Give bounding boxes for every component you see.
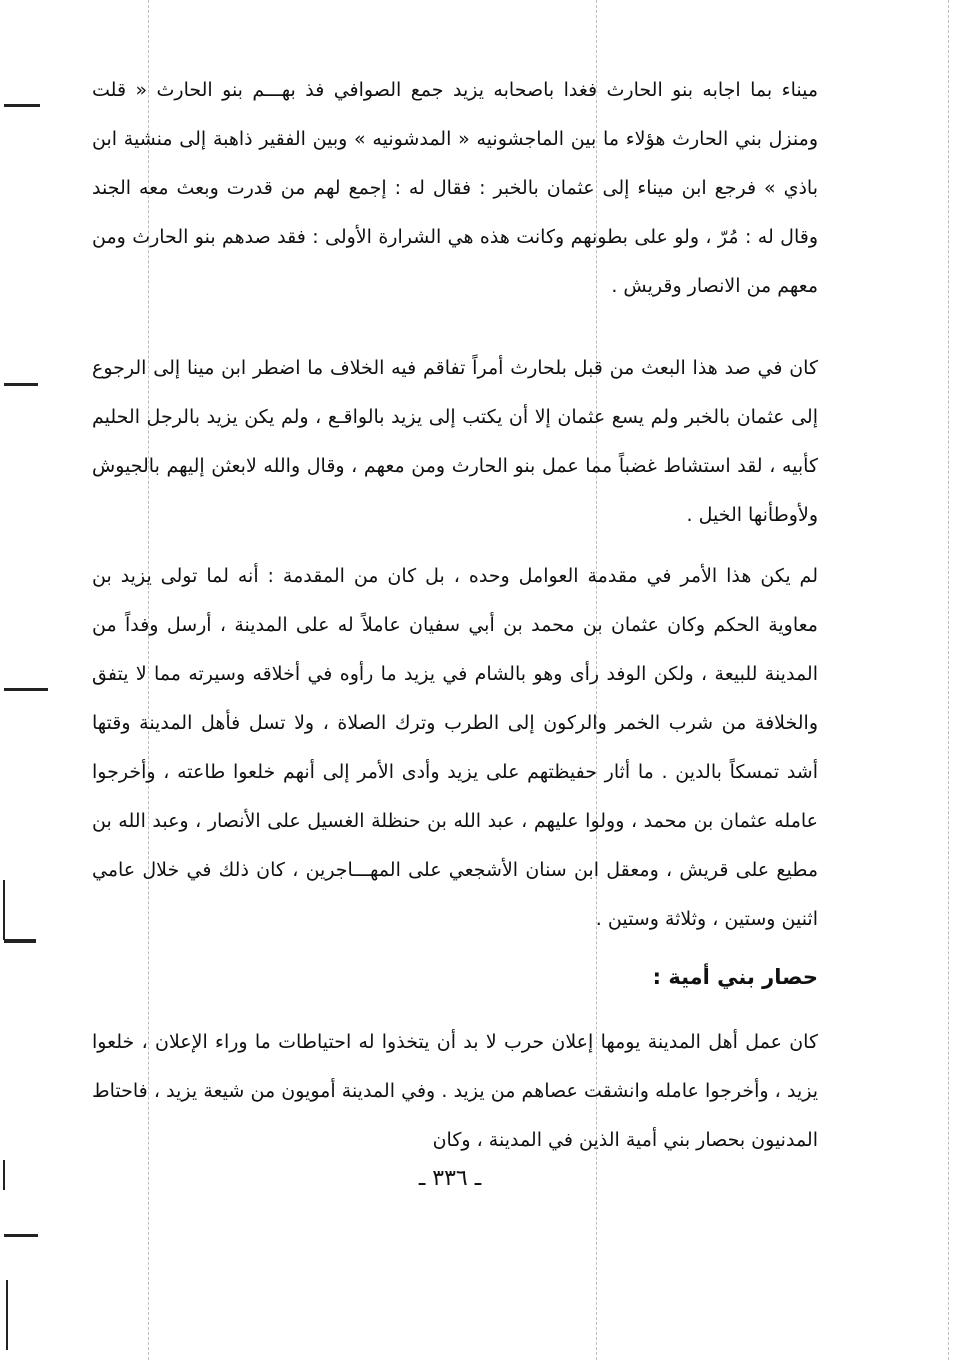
page-body [92,66,818,1177]
paragraph-3: لم يكن هذا الأمر في مقدمة العوامل وحده ، بل كان من المقدمة : أنه لما تولى يزيد بن معاوية الحكم وكان عثمان بن محمد بن أبي سفيان عاملاً له على المدينة ، أرسل وفداً من المدينة للبيعة ، ولكن الوفد رأى وهو بالشام في يزيد ما رأوه في أخلاقه وسيرته مما لا يتفق والخلافة من شرب الخمر والركون إلى الطرب وترك الصلاة ، ولا تسل فأهل المدينة وقتها أشد تمسكاً بالدين . ما أثار حفيظتهم على يزيد وأدى الأمر إلى أنهم خلعوا طاعته ، وأخرجوا عامله عثمان بن محمد ، وولوا عليهم ، عبد الله بن حنظلة الغسيل على الأنصار ، وعبد الله بن مطيع على قريش ، ومعقل ابن سنان الأشجعي على المهـــاجرين ، كان ذلك في خلال عامي اثنين وستين ، وثلاثة وستين . [92,565,818,930]
scan-mark [4,688,48,691]
paragraph-4: كان عمل أهل المدينة يومها إعلان حرب لا بد أن يتخذوا له احتياطات ما وراء الإعلان ، خلعوا يزيد ، وأخرجوا عامله وانشقت عصاهم من يزيد . وفي المدينة أمويون من شيعة يزيد ، فاحتاط المدنيون بحصار بني أمية الذين في المدينة ، وكان [92,1031,818,1151]
fold-line [948,0,949,1360]
paragraph-2: كان في صد هذا البعث من قبل بلحارث أمراً تفاقم فيه الخلاف ما اضطر ابن مينا إلى الرجوع إلى عثمان بالخبر ولم يسع عثمان إلا أن يكتب إلى يزيد بالواقـع ، ولم يكن يزيد بالرجل الحليم كأبيه ، لقد استشاط غضباً مما عمل بنو الحارث ومن معهم ، وقال والله لابعثن إليهم بالجيوش ولأوطأنها الخيل . [92,357,818,526]
page-number: ـ ٣٣٦ ـ [418,1166,482,1191]
scan-mark [3,880,5,940]
paragraph-1: ميناء بما اجابه بنو الحارث فغدا باصحابه يزيد جمع الصوافي فذ بهـــم بنو الحارث « قلت ومنزل بني الحارث هؤلاء ما بين الماجشونيه « المدشونيه » وبين الفقير ذاهبة إلى منشية ابن باذي » فرجع ابن ميناء إلى عثمان بالخبر : فقال له : إجمع لهم من قدرت وبعث معه الجند وقال له : مُرّ ، ولو على بطونهم وكانت هذه هي الشرارة الأولى : فقد صدهم بنو الحارث ومن معهم من الانصار وقريش . [92,79,818,297]
scan-mark [6,1280,8,1350]
scan-mark [4,104,40,107]
scan-mark [4,939,36,943]
scan-mark [4,383,38,386]
scan-mark [4,1234,38,1237]
section-heading: حصار بني أمية : [652,965,818,989]
